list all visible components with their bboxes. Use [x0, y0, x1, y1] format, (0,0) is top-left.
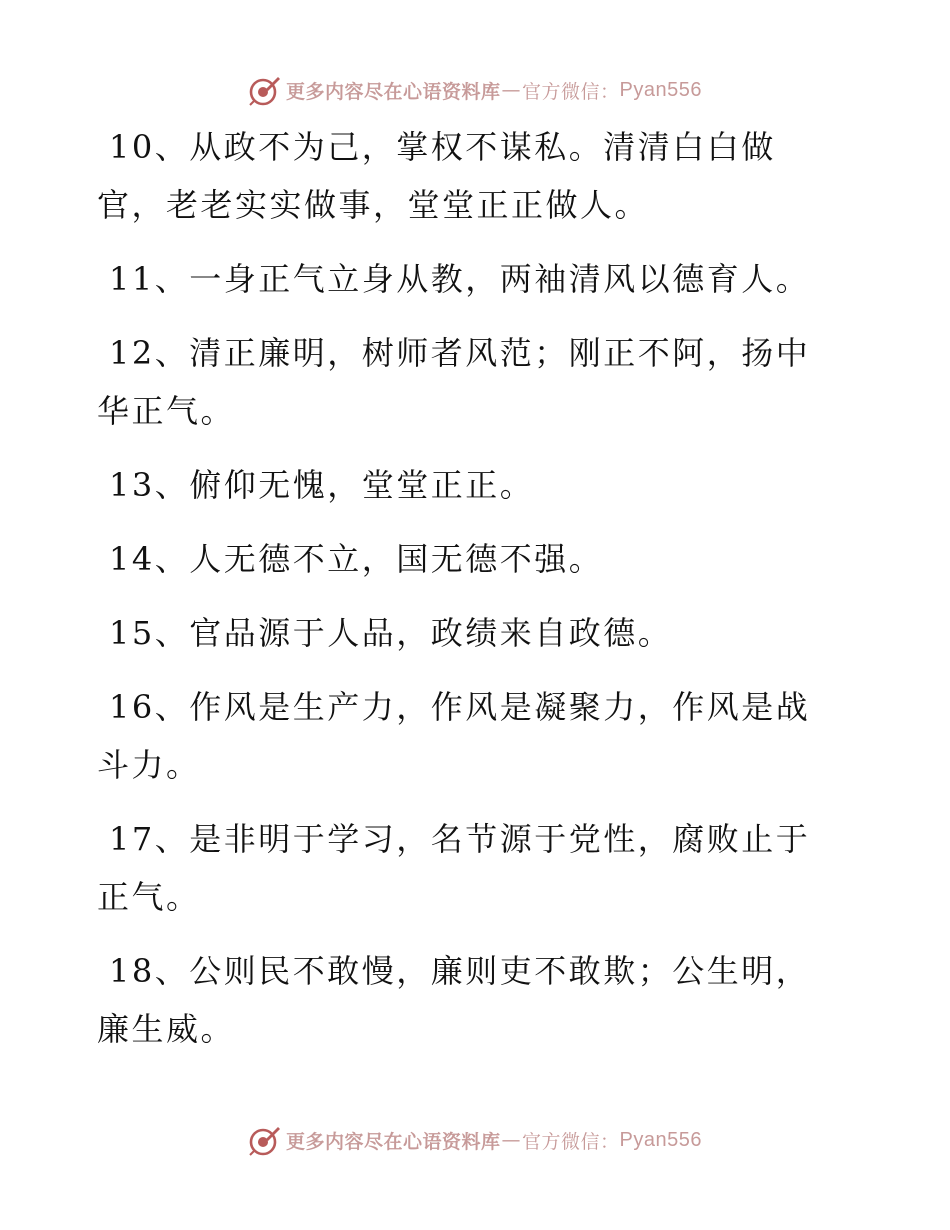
- quote-item-14: 14、人无德不立，国无德不强。: [109, 540, 604, 578]
- header-wechat-label: 官方微信：: [522, 80, 620, 103]
- quote-item-13: 13、俯仰无愧，堂堂正正。: [109, 466, 535, 504]
- header-banner-text: 更多内容尽在心语资料库: [286, 80, 501, 103]
- quote-item-17: 17、是非明于学习，名节源于党性，腐败止于正气。: [97, 820, 811, 916]
- footer-banner-dash: —: [501, 1129, 522, 1151]
- footer-banner: [0, 1120, 950, 1160]
- header-wechat-id: Pyan556: [619, 78, 702, 101]
- quote-item-10: 10、从政不为己，掌权不谋私。清清白白做官，老老实实做事，堂堂正正做人。: [97, 128, 776, 224]
- header-banner-dash: —: [501, 79, 522, 101]
- quote-item-18: 18、公则民不敢慢，廉则吏不敢欺；公生明，廉生威。: [97, 952, 811, 1048]
- quote-item-16: 16、作风是生产力，作风是凝聚力，作风是战斗力。: [97, 688, 811, 784]
- pen-logo-icon: [248, 1123, 282, 1157]
- footer-banner-text: 更多内容尽在心语资料库: [286, 1130, 501, 1153]
- footer-wechat-label: 官方微信：: [522, 1130, 620, 1153]
- quote-item-15: 15、官品源于人品，政绩来自政德。: [109, 614, 673, 652]
- quote-list: [97, 118, 832, 1074]
- footer-wechat-id: Pyan556: [619, 1128, 702, 1151]
- pen-logo-icon: [248, 73, 282, 107]
- quote-item-11: 11、一身正气立身从教，两袖清风以德育人。: [109, 260, 811, 298]
- header-banner: [0, 70, 950, 110]
- quote-item-12: 12、清正廉明，树师者风范；刚正不阿，扬中华正气。: [97, 334, 811, 430]
